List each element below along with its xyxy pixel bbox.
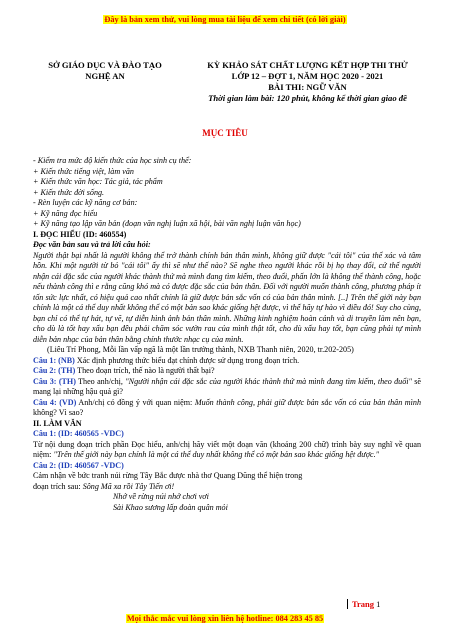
poem-line: Nhớ về rừng núi nhớ chơi vơi	[113, 492, 209, 501]
reading-passage: Người thật bại nhất là người không thể trở thành chính bản thân mình, không giữ được "cái tôi" của thể xác và tâm hồn. Khi một người từ bỏ "cái tôi" ấy thì sẽ như thế nào? Sẽ nghe theo người khác rồi bị họ thay đổi, cứ thế người nhận cái đặc sắc của người khác thành thứ mà mình đang tìm kiếm, theo đuổi, phấn lớn là không thể thành công, hoặc nếu thành công thì e rằng cũng khó mà có được đặc sắc của bản thân. Đối với người muốn thành công, phương pháp ít tốn sức lực nhất, có hiệu quả cao nhất chính là giữ được bản sắc vốn có của bản thân mình. [..] Trên thế giới này bạn chính là một cá thể duy nhất không thể có một bản sao khác giống hệt được, vì thế hãy tự hào vì điều đó! Suy cho cùng, bạn chỉ có thể tự hát, tự vẽ, tự diễn hình ảnh bản thân mình. Những kinh nghiệm hoàn cảnh và di truyền làm nên bạn, cho dù là tốt hay xấu bạn đều phải chăm sóc vườn rau của mình thật tốt, cho dù xấu hay tốt, bạn cũng phải tự mình diễn bản nhạc của bản thân bằng chính thước nhạc cụ của mình.	[33, 250, 421, 344]
essay-2-text-line2	[33, 482, 421, 493]
exam-content	[33, 156, 421, 513]
bottom-banner-text: Mọi thắc mắc vui lòng xin liên hệ hotline: 084 283 45 85	[126, 614, 324, 623]
section-writing-title: II. LÀM VĂN	[33, 418, 82, 428]
objective-item: - Kiểm tra mức độ kiến thức của học sinh cụ thể:	[33, 156, 192, 165]
top-banner-text: Đây là bản xem thử, vui lòng mua tài liệu để xem chi tiết (có lời giải)	[104, 15, 346, 24]
essay-1-quote: "Trên thế giới này bạn chính là một cá thể duy nhất không thể có một bản sao khác giống hệt được."	[53, 450, 380, 459]
question-3	[33, 377, 421, 398]
page-label: Trang	[352, 599, 375, 609]
objective-item: + Kiến thức tiếng việt, làm văn	[33, 166, 134, 176]
essay-2-label: Câu 2: (ID: 460567 -VDC)	[33, 460, 124, 470]
question-2	[33, 366, 421, 377]
reading-instruction: Đọc văn bản sau và trả lời câu hỏi:	[33, 240, 151, 249]
objective-item: - Rèn luyện các kỹ năng cơ bản:	[33, 198, 138, 207]
question-4-quote: Muốn thành công, phải giữ được bản sắc vốn có của bản thân mình	[194, 397, 421, 407]
objective-item: + Kỹ năng đọc hiểu	[33, 208, 98, 218]
department-name: SỞ GIÁO DỤC VÀ ĐÀO TẠO	[48, 60, 162, 70]
question-4-text: Anh/chị có đồng ý với quan niệm:	[76, 397, 195, 407]
header-right	[185, 60, 430, 104]
exam-time: Thời gian làm bài: 120 phút, không kể thời gian giao đề	[208, 93, 407, 103]
essay-2-text-a: đoạn trích sau:	[33, 481, 83, 491]
exam-title: KỲ KHẢO SÁT CHẤT LƯỢNG KẾT HỢP THI THỬ	[207, 60, 408, 70]
question-4	[33, 398, 421, 419]
objective-item: + Kỹ năng tạo lập văn bản (đoạn văn nghị luận xã hội, bài văn nghị luận văn học)	[33, 219, 301, 228]
province-name: NGHỆ AN	[85, 71, 125, 81]
top-banner	[0, 15, 450, 24]
bottom-banner	[0, 614, 450, 623]
header-left	[30, 60, 180, 82]
question-1-label: Câu 1: (NB)	[33, 355, 75, 365]
essay-1-prompt	[33, 440, 421, 461]
objective-item: + Kiến thức văn học: Tác giả, tác phẩm	[33, 177, 163, 186]
question-1-text: Xác định phương thức biểu đạt chính được sử dụng trong đoạn trích.	[74, 355, 300, 365]
question-2-label: Câu 2: (TH)	[33, 366, 76, 375]
poem-line: Sài Khao sương lấp đoàn quân mỏi	[113, 502, 228, 512]
poem-line-first: Sông Mã xa rồi Tây Tiến ơi!	[82, 481, 175, 491]
question-4-label: Câu 4: (VD)	[33, 397, 77, 407]
question-1	[33, 356, 421, 367]
page-footer	[347, 599, 380, 609]
section-reading-title: I. ĐỌC HIỂU (ID: 460554)	[33, 229, 127, 239]
question-4-text-end: không? Vì sao?	[33, 408, 84, 417]
essay-1-text: Từ nội dung đoạn trích phần Đọc hiểu, anh/chị hãy viết một đoạn văn (khoảng 200 chữ) trình bày suy nghĩ về quan niệm:	[33, 439, 421, 459]
objective-item: + Kiến thức đời sống.	[33, 187, 105, 197]
question-2-text: Theo đoạn trích, thế nào là người thất bại?	[75, 366, 215, 375]
question-3-label: Câu 3: (TH)	[33, 376, 76, 386]
question-3-quote: "Người nhận cái đặc sắc của người khác thành thứ mà mình đang tìm kiếm, theo đuổi"	[125, 376, 412, 386]
page-number: 1	[376, 599, 381, 609]
essay-2-text: Cảm nhận về bức tranh núi rừng Tây Bắc được nhà thơ Quang Dũng thể hiện trong	[33, 471, 303, 480]
objectives-heading: MỤC TIÊU	[202, 128, 248, 138]
question-3-text-end: sẽ mang lại những hậu quả gì?	[33, 376, 422, 396]
question-3-text: Theo anh/chị,	[75, 376, 126, 386]
exam-round: LỚP 12 – ĐỢT 1, NĂM HỌC 2020 - 2021	[231, 71, 384, 81]
passage-citation: (Liêu Trí Phong, Mỗi lần vấp ngã là một lần trưởng thành, NXB Thanh niên, 2020, tr.202-205)	[47, 345, 354, 354]
essay-1-label: Câu 1: (ID: 460565 -VDC)	[33, 429, 124, 438]
exam-subject: BÀI THI: NGỮ VĂN	[268, 82, 347, 92]
